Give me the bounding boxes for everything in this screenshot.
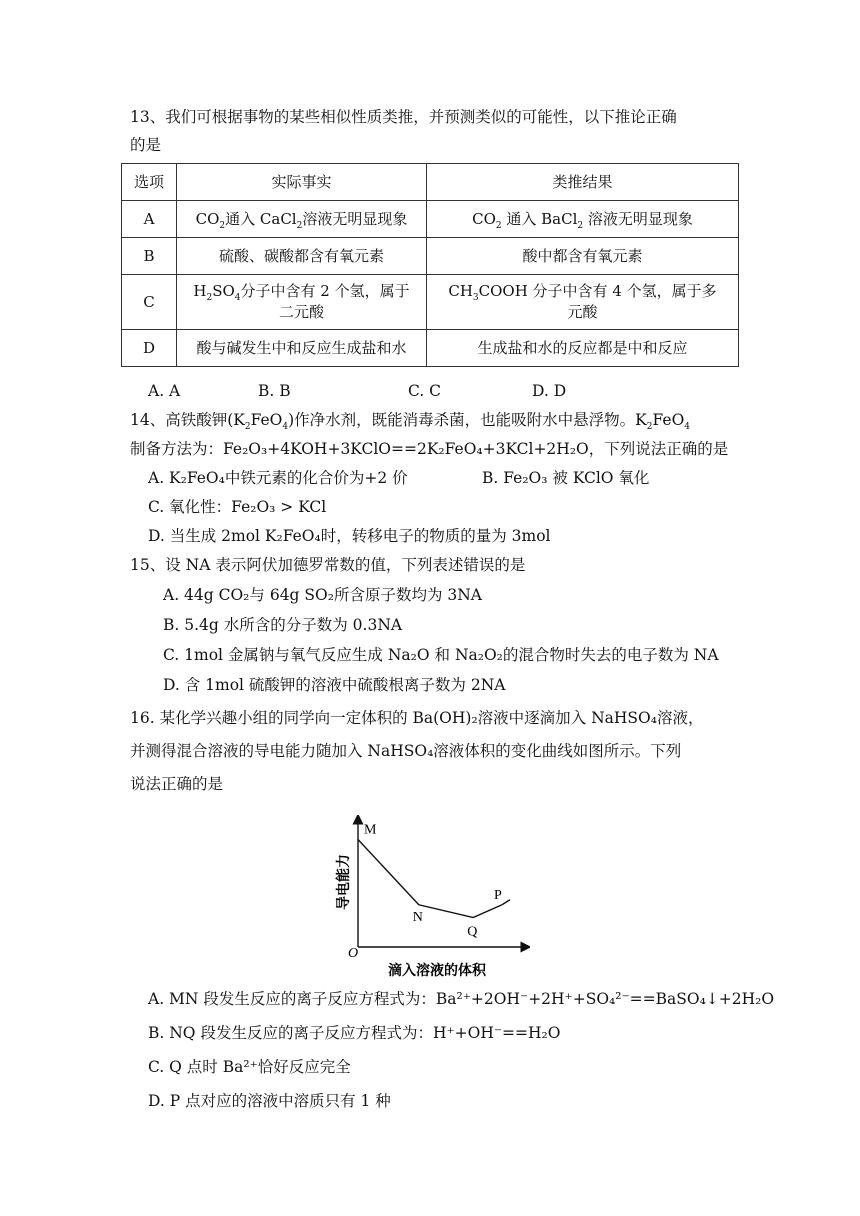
q15-option-b: B. 5.4g 水所含的分子数为 0.3NA xyxy=(163,616,403,634)
header-option: 选项 xyxy=(122,164,177,201)
q15-option-a: A. 44g CO₂与 64g SO₂所含原子数均为 3NA xyxy=(163,586,482,604)
q13-option-d: D. D xyxy=(532,382,567,400)
table-row xyxy=(122,201,739,238)
q14-stem-line1: 14、高铁酸钾$(K_2FeO_4)$作净水剂，既能消毒杀菌，也能吸附水中悬浮物。$K_2FeO_4$ xyxy=(130,411,691,433)
row-fact: 酸与碱发生中和反应生成盐和水 xyxy=(177,330,427,367)
q16-option-d: D. P 点对应的溶液中溶质只有 1 种 xyxy=(148,1092,391,1110)
row-option: D xyxy=(122,330,177,367)
point-label-p: P xyxy=(494,887,502,903)
table-row xyxy=(122,330,739,367)
q13-stem-line1: 13、我们可根据事物的某些相似性质类推，并预测类似的可能性，以下推论正确 xyxy=(130,108,677,126)
q16-option-a: A. MN 段发生反应的离子反应方程式为：Ba²⁺+2OH⁻+2H⁺+SO₄²⁻==BaSO₄↓+2H₂O xyxy=(148,990,775,1008)
q16-stem-line1: 16. 某化学兴趣小组的同学向一定体积的 Ba(OH)₂溶液中逐滴加入 NaHSO₄溶液， xyxy=(130,709,704,727)
q13-stem-line2: 的是 xyxy=(130,136,162,154)
row-option: A xyxy=(122,201,177,238)
q14-option-b: B. Fe₂O₃ 被 KClO 氧化 xyxy=(482,469,650,487)
conductivity-curve xyxy=(358,839,502,917)
q14-stem-line2: 制备方法为：Fe₂O₃+4KOH+3KClO==2K₂FeO₄+3KCl+2H₂O，下列说法正确的是 xyxy=(130,440,729,458)
row-result: 生成盐和水的反应都是中和反应 xyxy=(427,330,739,367)
header-result: 类推结果 xyxy=(427,164,739,201)
q13-table xyxy=(121,163,739,367)
row-option: B xyxy=(122,238,177,275)
q15-option-c: C. 1mol 金属钠与氧气反应生成 Na₂O 和 Na₂O₂的混合物时失去的电子数为 NA xyxy=(163,646,719,664)
q13-option-a: A. A xyxy=(148,382,181,400)
row-fact: $H_2SO_4$分子中含有 2 个氢，属于 二元酸 xyxy=(177,275,427,330)
table-row xyxy=(122,275,739,330)
origin-label: O xyxy=(348,946,359,961)
header-fact: 实际事实 xyxy=(177,164,427,201)
q13-option-c: C. C xyxy=(408,382,442,400)
row-fact: 硫酸、碳酸都含有氧元素 xyxy=(177,238,427,275)
x-axis-label: 滴入溶液的体积 xyxy=(388,963,486,979)
q14-option-d: D. 当生成 2mol K₂FeO₄时，转移电子的物质的量为 3mol xyxy=(148,527,551,545)
row-result: $CO_2$ 通入 BaCl$_2$ 溶液无明显现象 xyxy=(427,201,739,238)
point-label-m: M xyxy=(364,822,377,838)
conductivity-chart xyxy=(330,815,530,980)
row-result: 酸中都含有氧元素 xyxy=(427,238,739,275)
curve-extension xyxy=(502,900,510,905)
table-row xyxy=(122,238,739,275)
point-label-n: N xyxy=(412,909,423,925)
q16-stem-line3: 说法正确的是 xyxy=(130,775,224,793)
table-header-row xyxy=(122,164,739,201)
row-option: C xyxy=(122,275,177,330)
row-result: $CH_3COOH$ 分子中含有 4 个氢，属于多 元酸 xyxy=(427,275,739,330)
q16-stem-line2: 并测得混合溶液的导电能力随加入 NaHSO₄溶液体积的变化曲线如图所示。下列 xyxy=(130,742,682,760)
q13-option-b: B. B xyxy=(258,382,291,400)
q16-option-c: C. Q 点时 Ba²⁺恰好反应完全 xyxy=(148,1058,351,1076)
q15-option-d: D. 含 1mol 硫酸钾的溶液中硫酸根离子数为 2NA xyxy=(163,676,506,694)
q16-option-b: B. NQ 段发生反应的离子反应方程式为：H⁺+OH⁻==H₂O xyxy=(148,1024,561,1042)
q14-option-c: C. 氧化性：Fe₂O₃ > KCl xyxy=(148,498,327,516)
y-axis-label: 导电能力 xyxy=(336,854,352,910)
point-label-q: Q xyxy=(467,924,478,940)
q15-stem: 15、设 NA 表示阿伏加德罗常数的值，下列表述错误的是 xyxy=(130,556,526,574)
q14-option-a: A. K₂FeO₄中铁元素的化合价为+2 价 xyxy=(148,469,408,487)
row-fact: $CO_2$通入 CaCl$_2$溶液无明显现象 xyxy=(177,201,427,238)
